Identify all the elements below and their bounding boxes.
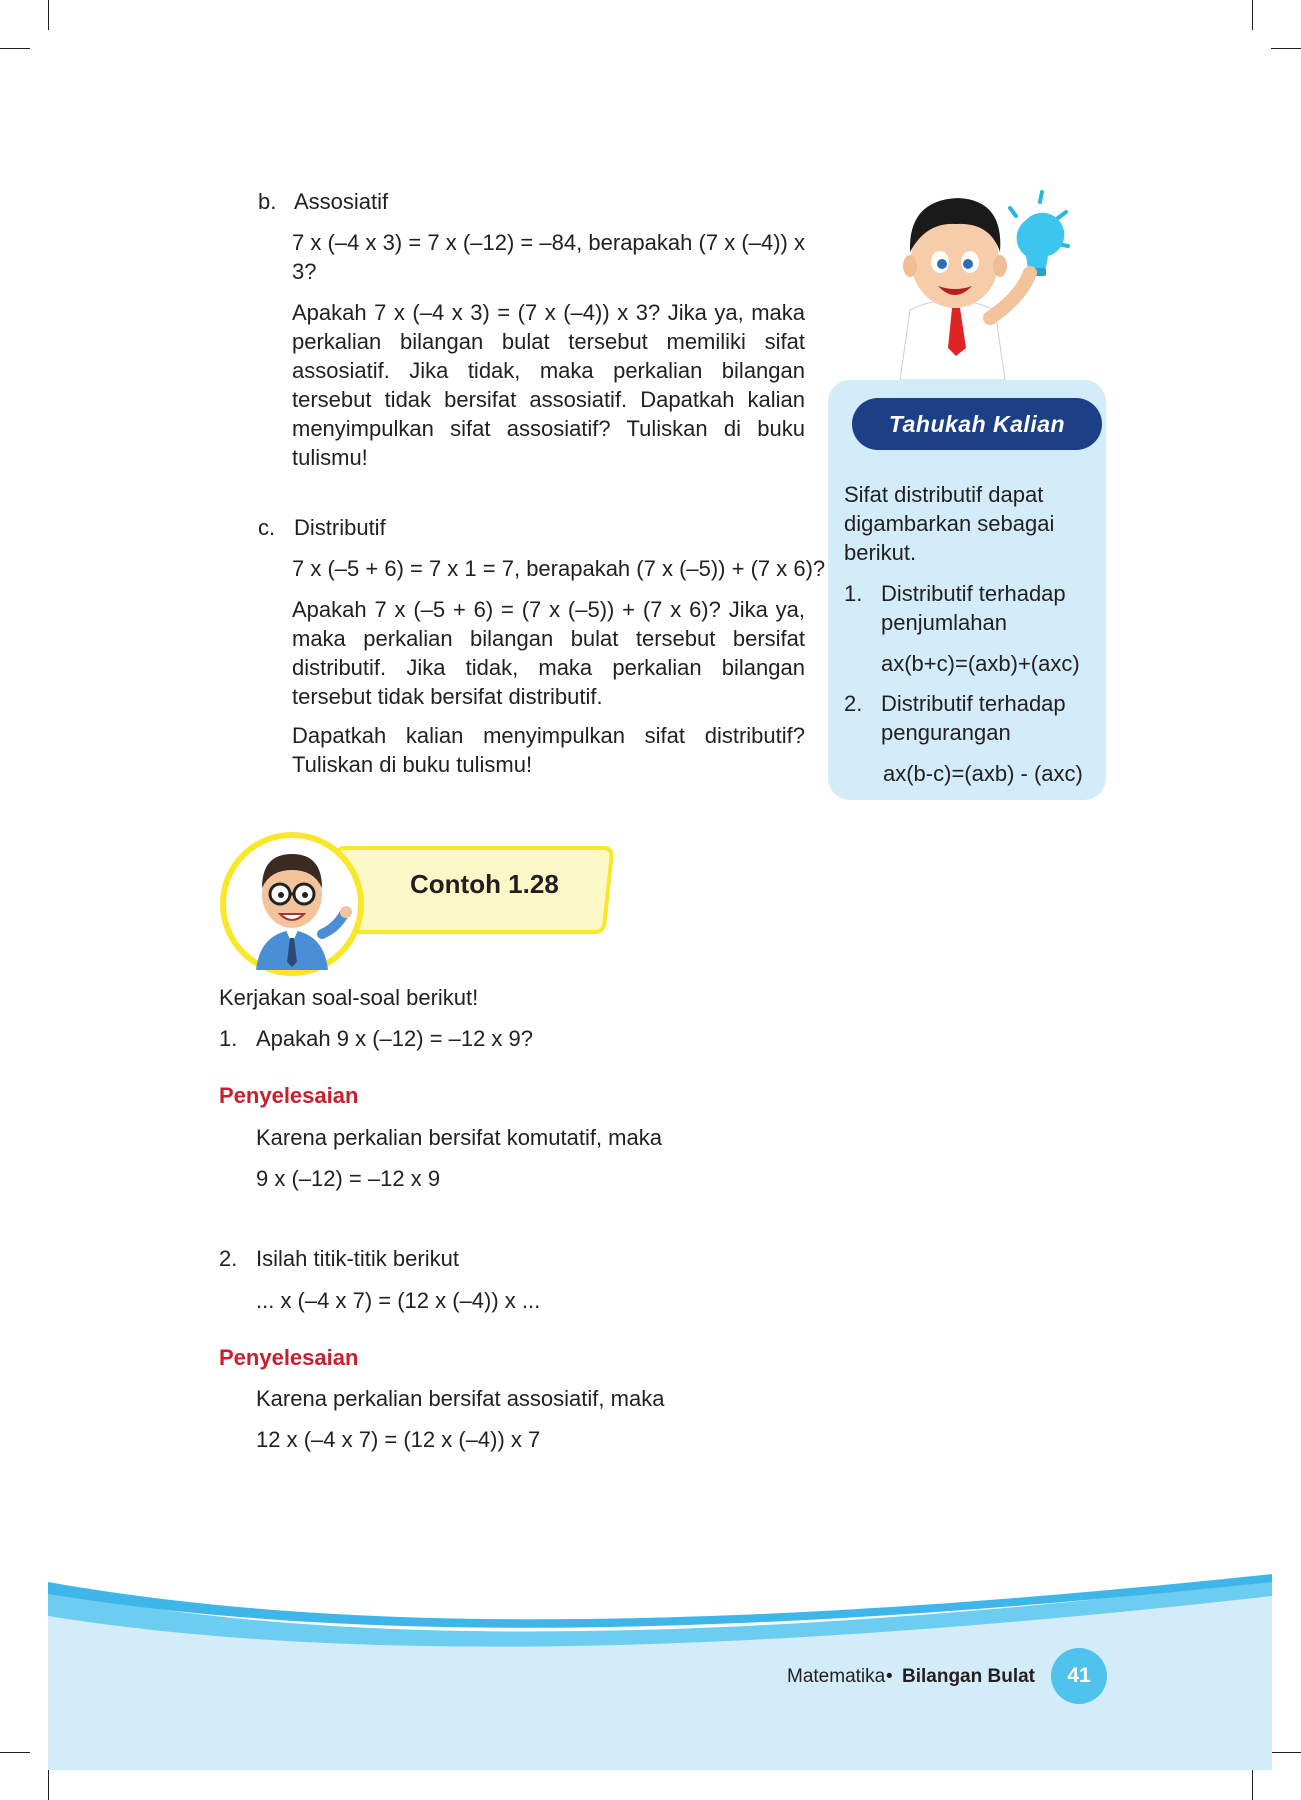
problem-2-question-line-2: ... x (–4 x 7) = (12 x (–4)) x ...	[256, 1288, 541, 1313]
section-c-title: Distributif	[294, 515, 386, 540]
page-number-badge: 41	[1051, 1648, 1107, 1704]
problem-2-solution-heading: Penyelesaian	[219, 1345, 359, 1370]
section-c-paragraph-2: Dapatkah kalian menyimpulkan sifat distributif? Tuliskan di buku tulismu!	[292, 723, 805, 777]
problem-2-solution-line-1: Karena perkalian bersifat assosiatif, maka	[256, 1386, 665, 1411]
sidebar-item-2-num: 2.	[844, 691, 863, 716]
boy-illustration	[870, 190, 1080, 380]
arm	[990, 273, 1030, 318]
section-b-label: b.	[258, 189, 277, 214]
sidebar-item-1-formula: ax(b+c)=(axb)+(axc)	[881, 651, 1080, 676]
sidebar-item-2-formula: ax(b-c)=(axb) - (axc)	[883, 761, 1083, 786]
problem-1-solution-line-1: Karena perkalian bersifat komutatif, maka	[256, 1125, 662, 1150]
problem-1-num: 1.	[219, 1026, 238, 1051]
lightbulb-shape	[1017, 213, 1065, 268]
section-c-paragraph-1: Apakah 7 x (–5 + 6) = (7 x (–5)) + (7 x 6)? Jika ya, maka perkalian bilangan bulat tersebut bersifat distributif. Jika tidak, maka perkalian bilangan tersebut tidak bersifat distributif.	[292, 597, 805, 709]
footer-separator: •	[886, 1666, 893, 1687]
section-b-title: Assosiatif	[294, 189, 389, 214]
problem-2-num: 2.	[219, 1246, 238, 1271]
sidebar-item-2-text: Distributif terhadap pengurangan	[881, 691, 1066, 745]
problem-1-solution-line-2: 9 x (–12) = –12 x 9	[256, 1166, 441, 1191]
problem-2-question: Isilah titik-titik berikut	[256, 1246, 459, 1271]
section-c-equation: 7 x (–5 + 6) = 7 x 1 = 7, berapakah (7 x (–5)) + (7 x 6)?	[292, 556, 826, 581]
crop-mark-top-right-h	[1271, 48, 1301, 49]
example-label: Contoh 1.28	[410, 869, 559, 899]
crop-mark-top-left-v	[48, 0, 49, 30]
example-instruction: Kerjakan soal-soal berikut!	[219, 985, 479, 1010]
crop-mark-bottom-right-v	[1252, 1770, 1253, 1800]
section-b-paragraph: Apakah 7 x (–4 x 3) = (7 x (–4)) x 3? Jika ya, maka perkalian bilangan bulat tersebut memiliki sifat assosiatif. Jika tidak, maka perkalian bilangan tersebut tidak bersifat assosiatif. Dapatkah kalian menyimpulkan sifat assosiatif? Tuliskan di buku tulismu!	[292, 300, 805, 470]
sidebar-item-1-text: Distributif terhadap penjumlahan	[881, 581, 1066, 635]
crop-mark-bottom-left-h	[0, 1752, 30, 1753]
footer-subject: Matematika	[787, 1666, 886, 1687]
sidebar-item-1-num: 1.	[844, 581, 863, 606]
sidebar-intro: Sifat distributif dapat digambarkan sebagai berikut.	[844, 482, 1055, 565]
crop-mark-top-right-v	[1252, 0, 1253, 30]
section-b-equation: 7 x (–4 x 3) = 7 x (–12) = –84, berapakah (7 x (–4)) x 3?	[292, 230, 805, 284]
problem-1-solution-heading: Penyelesaian	[219, 1083, 359, 1108]
problem-1-question: Apakah 9 x (–12) = –12 x 9?	[256, 1026, 534, 1051]
sidebar-title: Tahukah Kalian	[852, 398, 1102, 450]
problem-2-solution-line-2: 12 x (–4 x 7) = (12 x (–4)) x 7	[256, 1427, 541, 1452]
crop-mark-bottom-right-h	[1271, 1752, 1301, 1753]
teacher-avatar	[220, 832, 364, 976]
crop-mark-bottom-left-v	[48, 1770, 49, 1800]
footer-chapter: Bilangan Bulat	[902, 1666, 1036, 1687]
section-c-label: c.	[258, 515, 276, 540]
teacher-icon	[226, 838, 358, 970]
crop-mark-top-left-h	[0, 48, 30, 49]
